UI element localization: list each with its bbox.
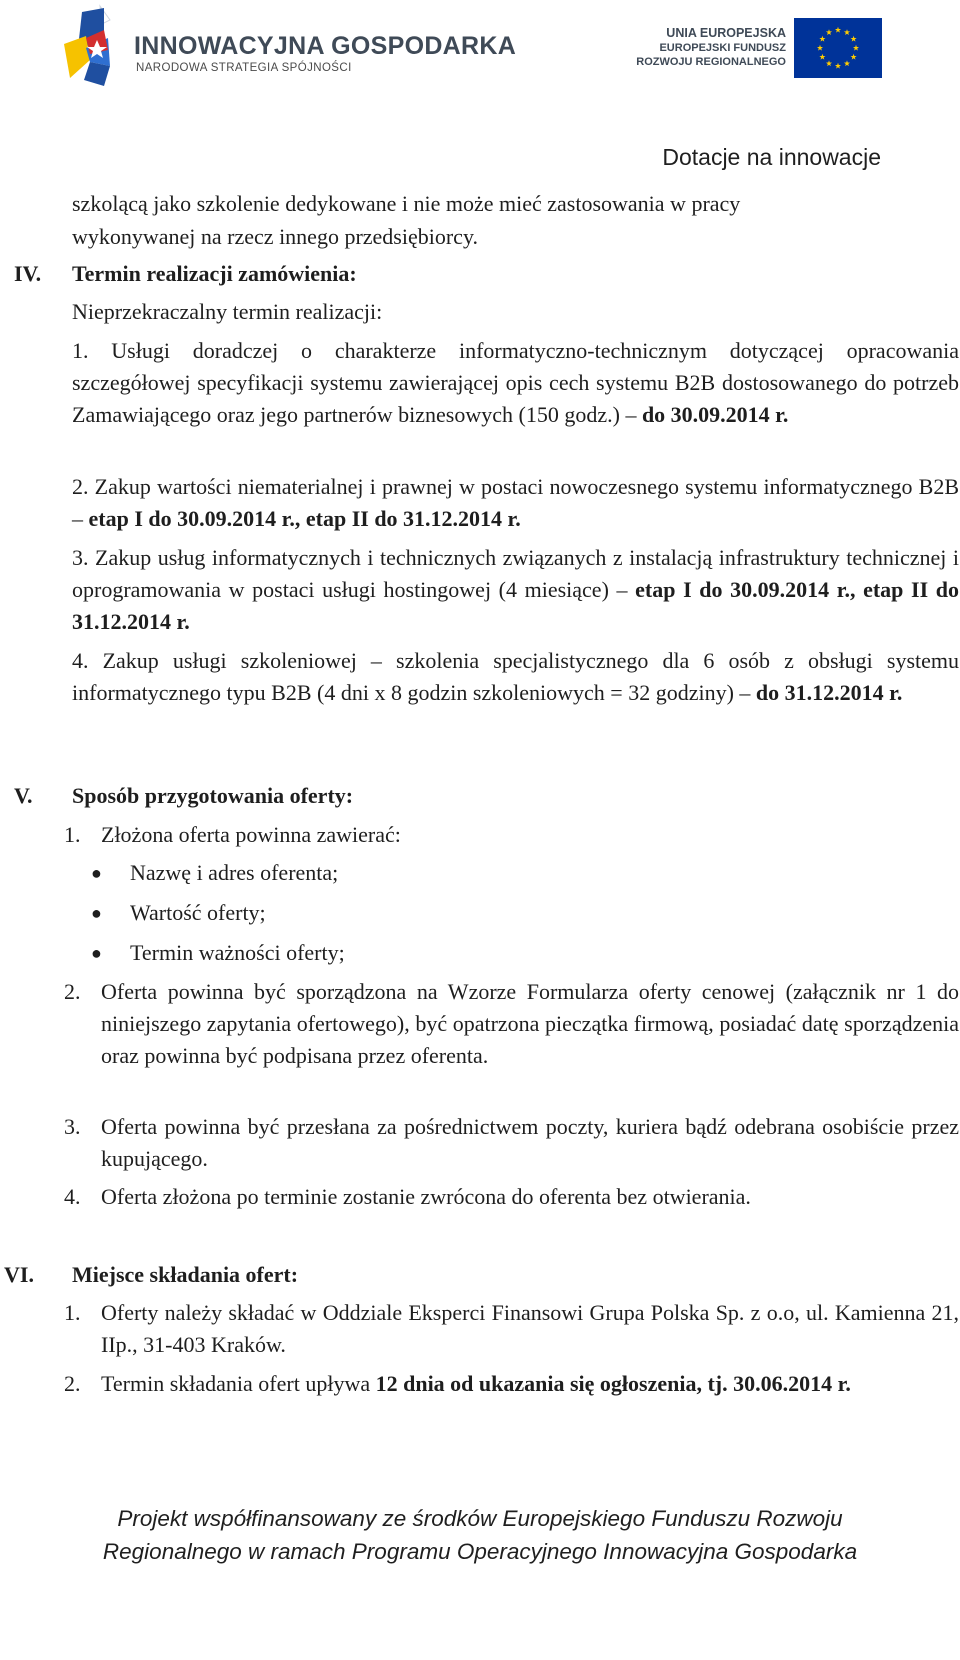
bullet-item: Termin ważności oferty;: [130, 940, 345, 965]
logo-subtitle: NARODOWA STRATEGIA SPÓJNOŚCI: [136, 62, 352, 74]
section-iv-item-4: [72, 645, 959, 709]
section-v-title: Sposób przygotowania oferty:: [72, 783, 354, 808]
section-vi-item-2: [101, 1368, 959, 1400]
section-iv-title: Termin realizacji zamówienia:: [72, 261, 357, 286]
section-iv-numeral: IV.: [14, 261, 42, 286]
eu-logo-text: [636, 26, 786, 69]
item-deadline: etap I do 30.09.2014 r., etap II do 31.12.2014 r.: [72, 577, 959, 634]
intro-line1: szkolącą jako szkolenie dedykowane i nie może mieć zastosowania w pracy: [72, 191, 741, 216]
item-text: 3. Zakup usług informatycznych i technicznych związanych z instalacją infrastruktury technicznej i oprogramowania w postaci usługi hostingowej (4 miesiące) –: [72, 545, 959, 602]
section-iv-item-2: [72, 471, 959, 535]
eu-logo-line2: EUROPEJSKI FUNDUSZ: [659, 42, 786, 54]
bullet-icon: ●: [91, 903, 102, 923]
list-number: 2.: [64, 979, 81, 1004]
section-vi-item-1: Oferty należy składać w Oddziale Eksperci Finansowi Grupa Polska Sp. z o.o, ul. Kamienna 21, IIp., 31-403 Kraków.: [101, 1300, 959, 1357]
section-vi-numeral: VI.: [4, 1262, 34, 1287]
section-iv-lead: Nieprzekraczalny termin realizacji:: [72, 299, 383, 324]
section-vi-title: Miejsce składania ofert:: [72, 1262, 299, 1287]
section-v-item-3: Oferta powinna być przesłana za pośrednictwem poczty, kuriera bądź odebrana osobiście przez kupującego.: [101, 1114, 959, 1171]
list-number: 1.: [64, 1300, 81, 1325]
section-v-item-4: Oferta złożona po terminie zostanie zwrócona do oferenta bez otwierania.: [101, 1184, 751, 1209]
item-text: Termin składania ofert upływa: [101, 1371, 376, 1396]
item-text: 4. Zakup usługi szkoleniowej – szkolenia specjalistycznego dla 6 osób z obsługi systemu informatycznego typu B2B (4 dni x 8 godzin szkoleniowych = 32 godziny) –: [72, 648, 959, 705]
footer-line1: Projekt współfinansowany ze środków Europejskiego Funduszu Rozwoju: [117, 1506, 843, 1531]
eu-flag-icon: [794, 18, 882, 78]
bullet-item: Wartość oferty;: [130, 900, 266, 925]
item-deadline: do 31.12.2014 r.: [755, 680, 903, 705]
item-deadline: do 30.09.2014 r.: [641, 402, 789, 427]
item-deadline: etap I do 30.09.2014 r., etap II do 31.12.2014 r.: [88, 506, 521, 531]
intro-paragraph: [72, 188, 959, 220]
list-number: 2.: [64, 1371, 81, 1396]
innowacyjna-gospodarka-logo: [60, 4, 517, 90]
item-text: 2. Zakup wartości niematerialnej i prawnej w postaci nowoczesnego systemu informatycznego B2B –: [72, 474, 959, 531]
footer-line2: Regionalnego w ramach Programu Operacyjnego Innowacyjna Gospodarka: [102, 1539, 858, 1564]
bullet-icon: ●: [91, 863, 102, 883]
item-text: 1. Usługi doradczej o charakterze informatyczno-technicznym dotyczącej opracowania szczegółowej specyfikacji systemu zawierającej opis cech systemu B2B dostosowanego do potrzeb Zamawiającego oraz jego partnerów biznesowych (150 godz.) –: [72, 338, 959, 427]
list-number: 4.: [64, 1184, 81, 1209]
intro-line2: wykonywanej na rzecz innego przedsiębiorcy.: [72, 224, 479, 249]
logo-title: INNOWACYJNA GOSPODARKA: [134, 32, 517, 60]
list-number: 1.: [64, 822, 81, 847]
star-emblem-icon: [60, 4, 130, 90]
list-number: 3.: [64, 1114, 81, 1139]
section-v-numeral: V.: [14, 783, 33, 808]
item-deadline: 12 dnia od ukazania się ogłoszenia, tj. 30.06.2014 r.: [375, 1371, 851, 1396]
section-v-item-1: Złożona oferta powinna zawierać:: [101, 822, 401, 847]
eu-logo-line1: UNIA EUROPEJSKA: [666, 26, 786, 40]
eu-logo: [628, 14, 882, 84]
bullet-item: Nazwę i adres oferenta;: [130, 860, 339, 885]
section-v-item-2: Oferta powinna być sporządzona na Wzorze Formularza oferty cenowej (załącznik nr 1 do niniejszego zapytania ofertowego), być opatrzona pieczątka firmową, posiadać datę sporządzenia oraz powinna być podpisana przez oferenta.: [101, 979, 959, 1068]
eu-logo-line3: ROZWOJU REGIONALNEGO: [636, 56, 786, 68]
section-iv-item-3: [72, 542, 959, 638]
document-title: Dotacje na innowacje: [662, 144, 881, 170]
bullet-icon: ●: [91, 943, 102, 963]
section-iv-item-1: [72, 335, 959, 431]
